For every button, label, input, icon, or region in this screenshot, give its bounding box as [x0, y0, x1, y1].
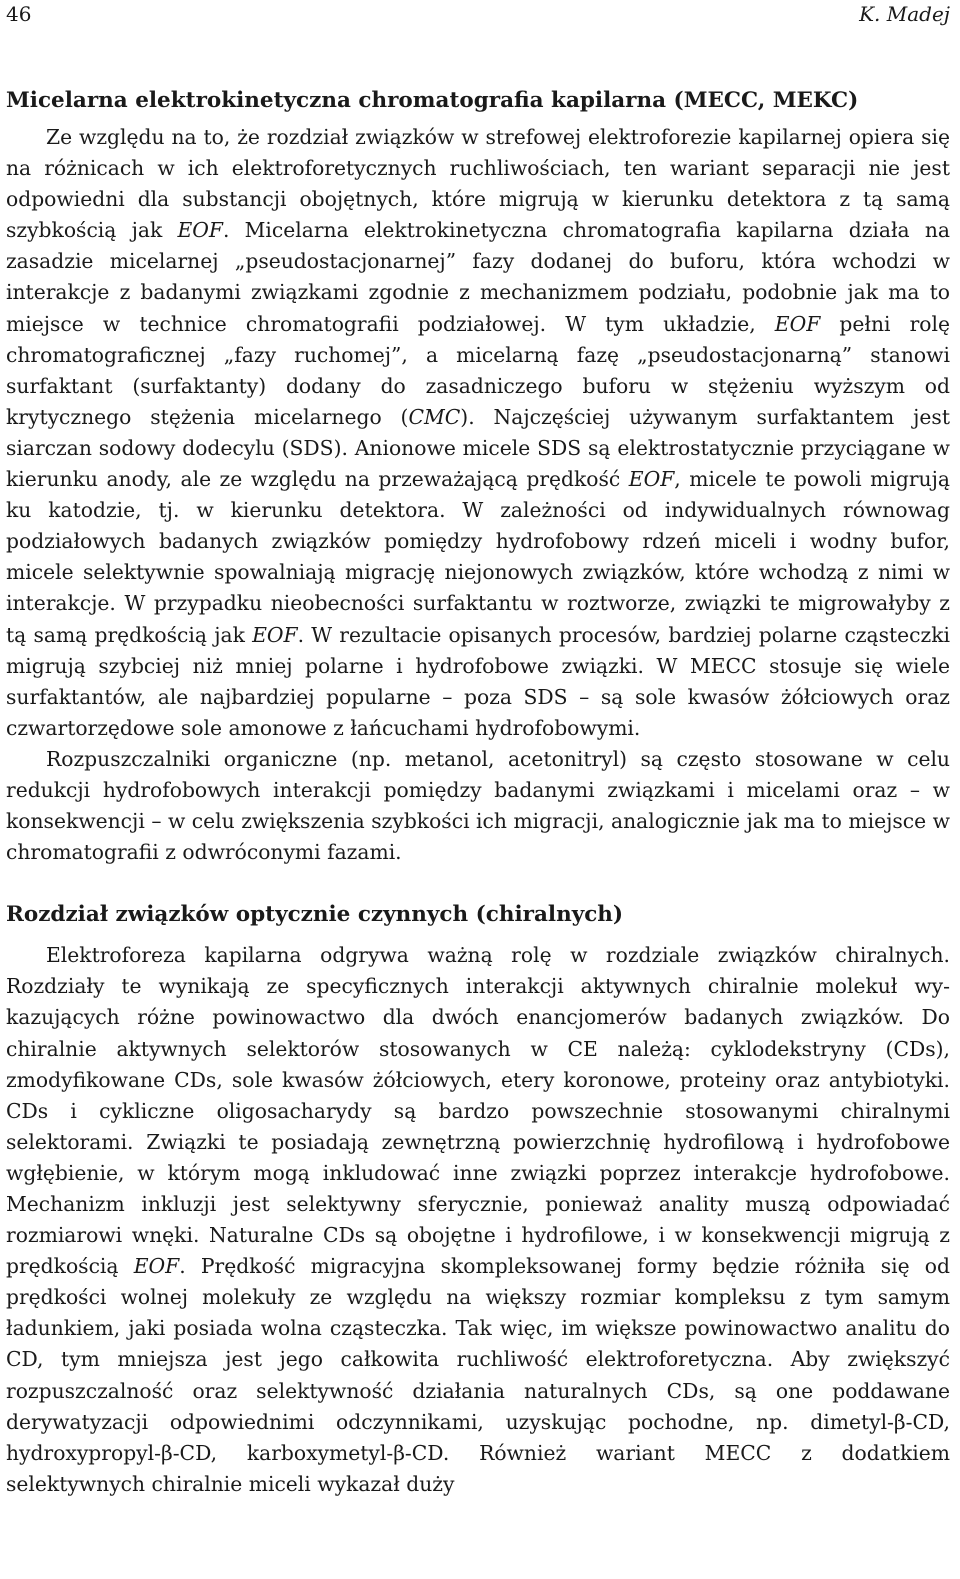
- running-header: [6, 2, 950, 32]
- paragraph-mecc-1: Ze względu na to, że rozdział związków w strefowej elektroforezie kapilarnej opiera się na różnicach w ich elektroforetycznych ruchliwościach, ten wariant separacji nie jest odpowiedni dla substancji obojętnych, które migrują w kierunku detektora z tą samą szybkością jak EOF. Micelarna elektrokinetyczna chromatografia kapilarna działa na zasadzie micelarnej „pseudostacjonarnej” fazy dodanej do buforu, która wchodzi w interakcje z badanymi związkami zgodnie z mechanizmem podziału, podobnie jak ma to miejsce w technice chromatografii podziałowej. W tym układzie, EOF pełni rolę chromatograficznej „fazy ruchomej”, a micelarną fazę „pseudostacjonarną” stanowi surfaktant (surfaktanty) dodany do zasadniczego buforu w stężeniu wyższym od krytycznego stężenia micelarnego (CMC). Najczęściej używanym surfaktantem jest siarczan sodowy dodecylu (SDS). Anionowe micele SDS są elektrostatycznie przyciągane w kierunku anody, ale ze względu na przeważającą prędkość EOF, micele te powoli migrują ku katodzie, tj. w kierunku detektora. W zależności od indywidualnych równowag podziałowych badanych związków pomiędzy hydrofobowy rdzeń miceli i wodny bufor, micele selektywnie spowalniają migrację niejonowych związków, które wchodzą z nimi w interakcje. W przypadku nieobecności surfaktantu w roztworze, związki te migrowałyby z tą samą prędkością jak EOF. W rezultacie opisanych procesów, bardziej polarne cząsteczki migrują szybciej niż mniej polarne i hydrofobowe związki. W MECC stosuje się wiele surfaktantów, ale najbardziej popularne – poza SDS – są sole kwasów żółciowych oraz czwartorzędowe sole amonowe z łańcuchami hydrofobowymi.: [6, 125, 951, 740]
- paragraph-chiral-1: Elektroforeza kapilarna odgrywa ważną rolę w rozdziale związków chiralnych. Rozdziały te wynikają ze specyficznych interakcji aktywnych chiralnie molekuł wykazujących różne powinowactwo dla dwóch enancjomerów badanych związków. Do chiralnie aktywnych selektorów stosowanych w CE należą: cyklodekstryny (CDs), zmodyfikowane CDs, sole kwasów żółciowych, etery koronowe, proteiny oraz antybiotyki. CDs i cykliczne oligosacharydy są bardzo powszechnie stosowanymi chiralnymi selektorami. Związki te posiadają zewnętrzną powierzchnię hydrofilową i hydrofobowe wgłębienie, w którym mogą inkludować inne związki poprzez interakcje hydrofobowe. Mechanizm inkluzji jest selektywny sferycznie, ponieważ anality muszą odpowiadać rozmiarowi wnęki. Naturalne CDs są obojętne i hydrofilowe, i w konsekwencji migrują z prędkością EOF. Prędkość migracyjna skompleksowanej formy będzie różniła się od prędkości wolnej molekuły ze względu na większy rozmiar kompleksu z tym samym ładunkiem, jaki posiada wolna cząsteczka. Tak więc, im większe powinowactwo analitu do CD, tym mniejsza jest jego całkowita ruchliwość elektroforetyczna. Aby zwiększyć rozpuszczalność oraz selektywność działania naturalnych CDs, są one poddawane derywatyzacji odpowiednimi odczynnikami, uzyskując pochodne, np. dimetyl-β-CD, hydroxypropyl-β-CD, karboxymetyl-β-CD. Również wariant MECC z dodatkiem selektywnych chiralnie miceli wykazał duży: [6, 943, 950, 1496]
- page-number: 46: [6, 2, 32, 26]
- section-heading-chiral: Rozdział związków optycznie czynnych (chiralnych): [6, 902, 624, 928]
- italic-term: EOF: [628, 467, 675, 492]
- italic-term: EOF: [177, 218, 223, 243]
- italic-term: EOF: [252, 622, 298, 647]
- running-author: K. Madej: [859, 2, 950, 26]
- italic-term: EOF: [133, 1254, 180, 1279]
- italic-term: EOF: [774, 311, 821, 336]
- italic-term: CMC: [408, 404, 461, 429]
- document-page: [6, 0, 950, 1500]
- paragraph-mecc-2: Rozpuszczalniki organiczne (np. metanol, acetonitryl) są często stosowane w celu redukcji hydrofobowych interakcji pomiędzy badanymi związkami i micelami oraz – w konsekwencji – w celu zwiększenia szybkości ich migracji, analogicznie jak ma to miejsce w chromatografii z odwróconymi fazami.: [6, 746, 950, 865]
- section-heading-mecc: Micelarna elektrokinetyczna chromatografia kapilarna (MECC, MEKC): [6, 88, 859, 113]
